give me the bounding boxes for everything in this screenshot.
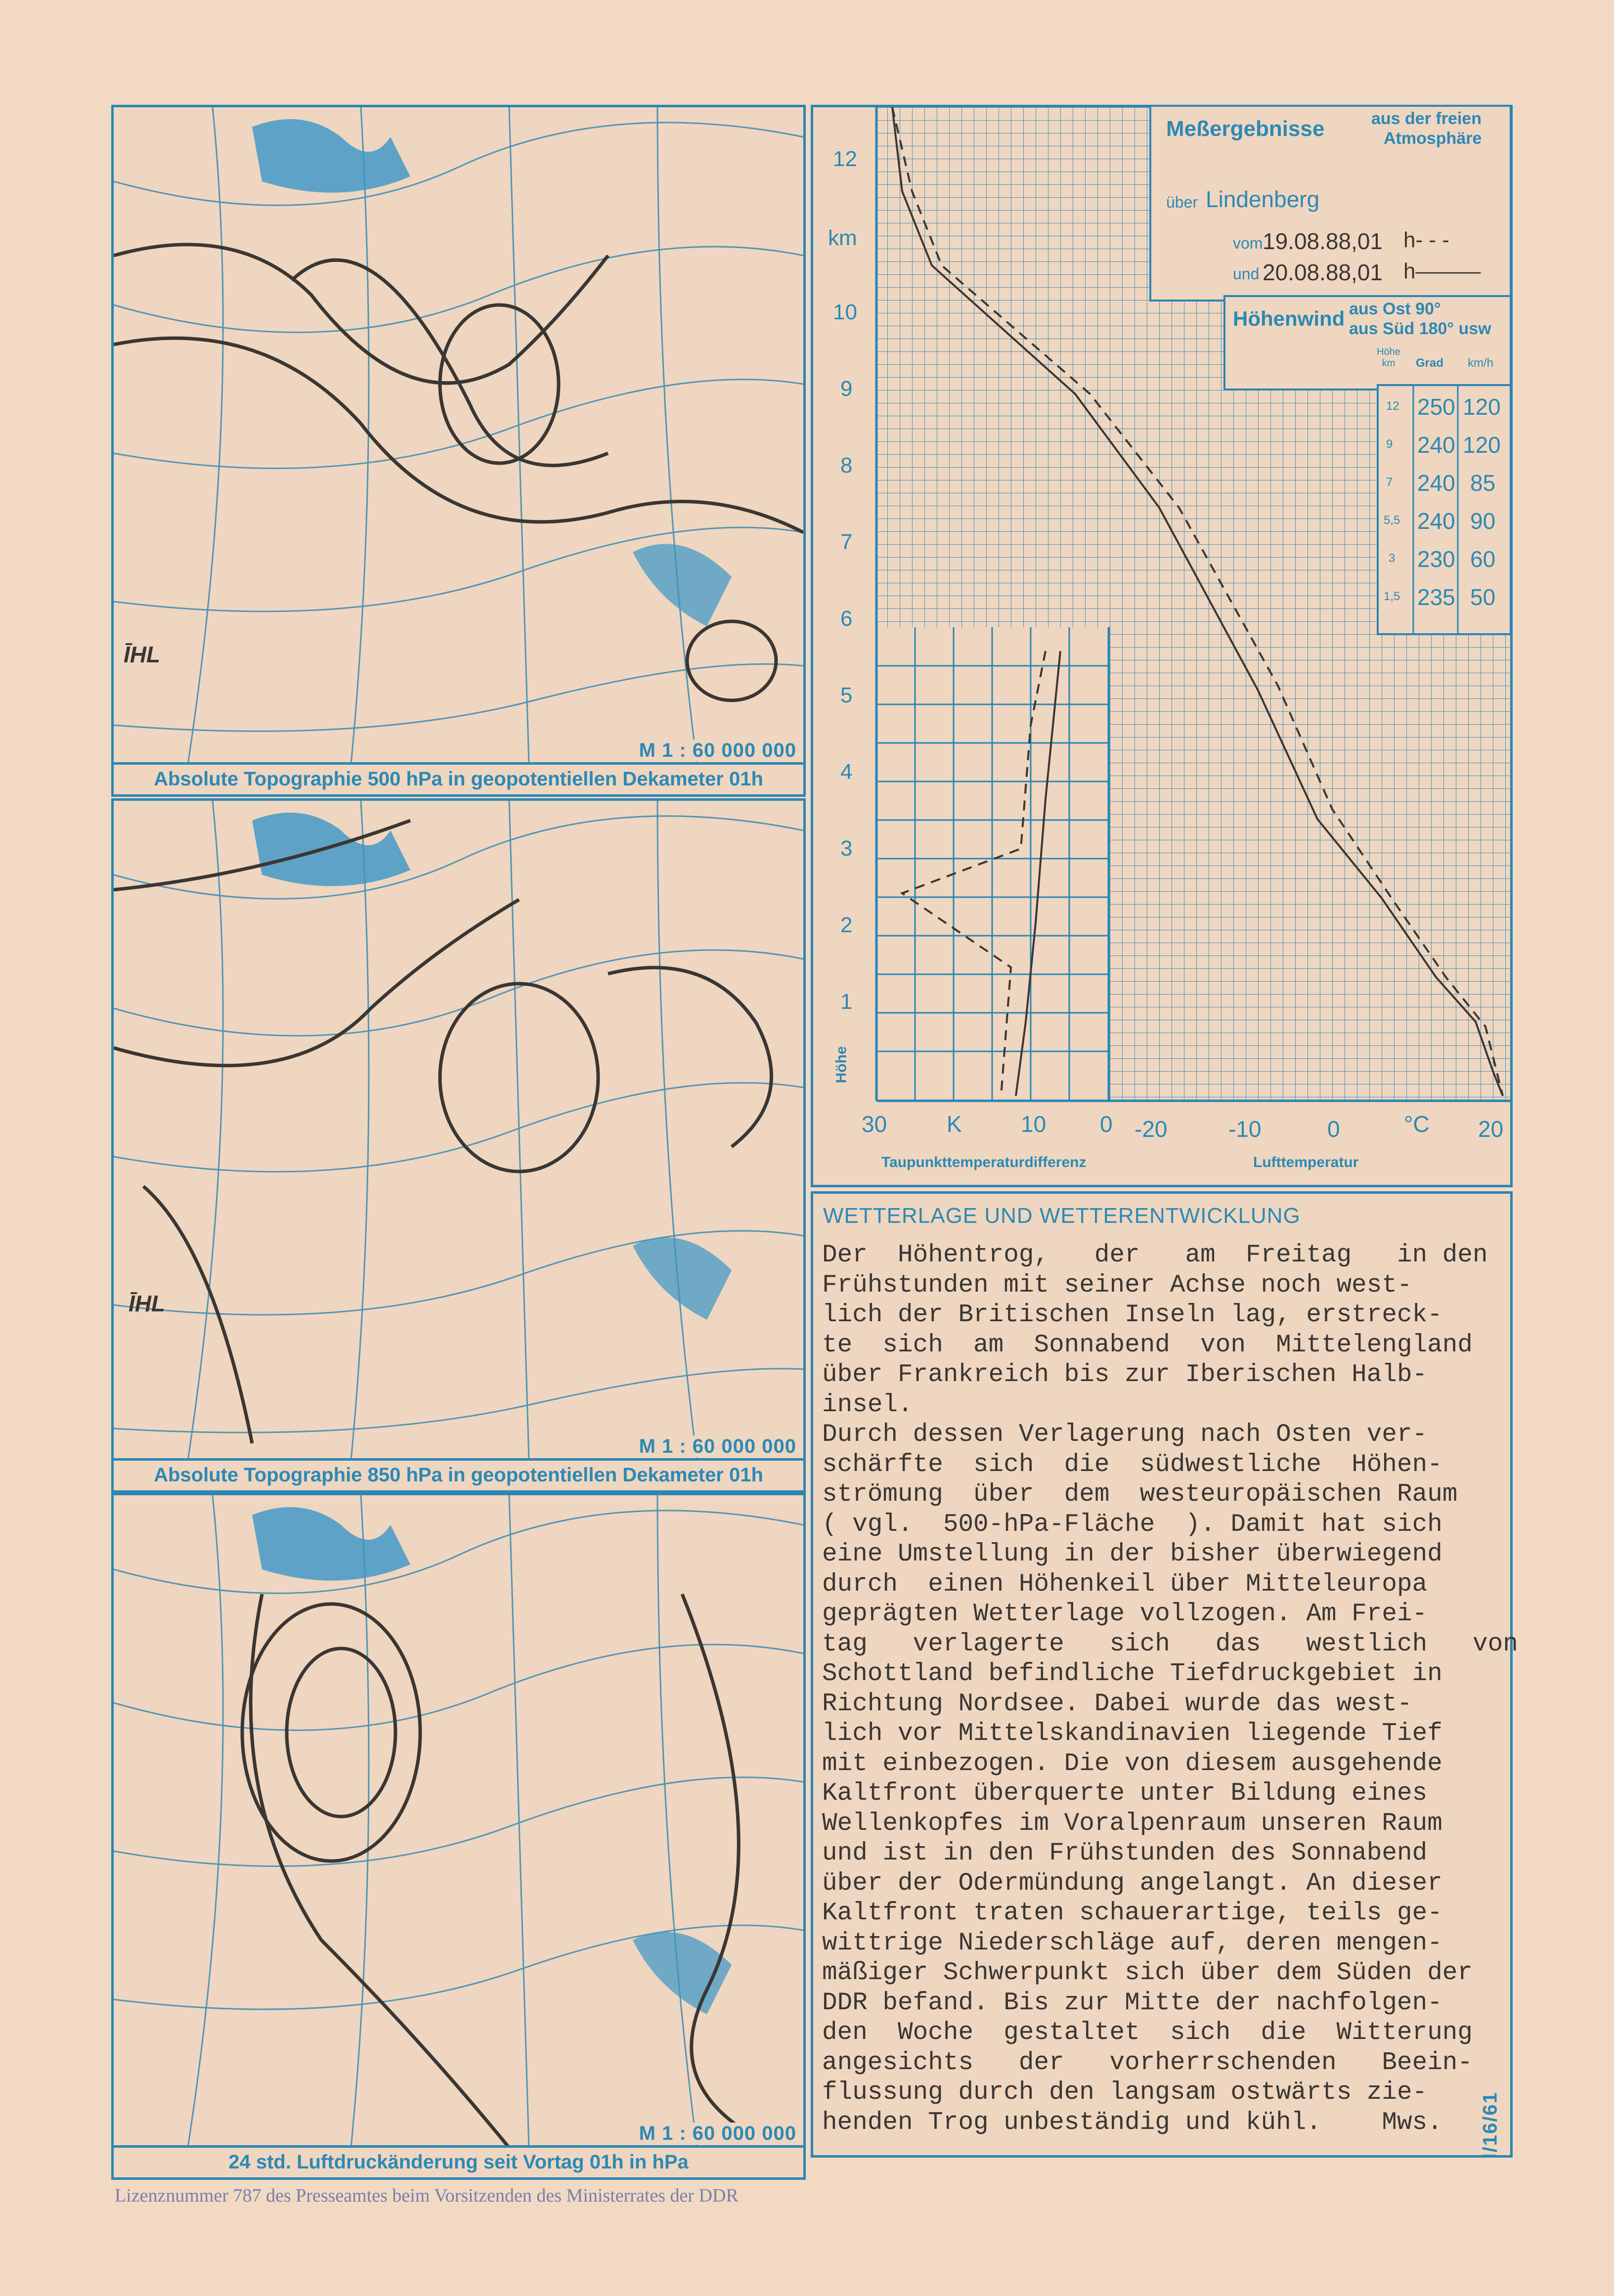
map-500hpa: [111, 105, 806, 797]
legend-date1: 19.08.88,01: [1263, 228, 1383, 254]
wind-col-speed: km/h: [1468, 356, 1494, 370]
wind-south: aus Süd 180° usw: [1349, 319, 1491, 338]
x-tick-m10: -10: [1228, 1116, 1262, 1142]
y-tick-6: 6: [840, 606, 853, 631]
map1-code: ĪHL: [124, 642, 161, 667]
wind-row-speed: 85: [1470, 470, 1496, 496]
text-line: mit einbezogen. Die von diesem ausgehende: [822, 1749, 1442, 1778]
map1-caption: Absolute Topographie 500 hPa in geopotentiellen Dekameter 01h: [114, 762, 803, 794]
map2-scale: M 1 : 60 000 000: [636, 1435, 799, 1458]
wind-row-dir: 240: [1417, 470, 1455, 496]
text-line: Schottland befindliche Tiefdruckgebiet in: [822, 1660, 1442, 1688]
text-line: angesichts der vorherrschenden Beein-: [822, 2048, 1473, 2077]
y-tick-1: 1: [840, 990, 853, 1014]
xlabel-temperature: Lufttemperatur: [1253, 1154, 1359, 1170]
y-tick-2: 2: [840, 913, 853, 937]
x-tick-10: 10: [1021, 1111, 1047, 1137]
map2-code: ĪHL: [129, 1291, 166, 1316]
legend-date2-suffix: h———: [1403, 259, 1481, 283]
text-line: Kaltfront traten schauerartige, teils ge-: [822, 1899, 1442, 1927]
wind-col-dir: Grad: [1416, 356, 1444, 370]
hoehe-label: Höhe: [833, 1046, 850, 1083]
legend-title-right-1: aus der freien: [1371, 109, 1482, 128]
text-line: durch einen Höhenkeil über Mitteleuropa: [822, 1570, 1428, 1599]
x-tick-degc: °C: [1404, 1111, 1430, 1137]
wind-row-dir: 240: [1417, 508, 1455, 534]
map3-scale: M 1 : 60 000 000: [636, 2123, 799, 2145]
sounding-legend: [1149, 105, 1512, 302]
sounding-chart: [811, 105, 1513, 1187]
y-tick-8: 8: [840, 453, 853, 477]
y-tick-7: 7: [840, 530, 853, 554]
text-line: DDR befand. Bis zur Mitte der nachfolgen-: [822, 1989, 1442, 2017]
wind-row-dir: 240: [1417, 432, 1455, 458]
text-line: henden Trog unbeständig und kühl. Mws.: [822, 2108, 1442, 2137]
y-tick-12: 12: [833, 147, 857, 171]
text-line: Durch dessen Verlagerung nach Osten ver-: [822, 1421, 1428, 1449]
wind-row-speed: 50: [1470, 584, 1496, 610]
text-line: Der Höhentrog, der am Freitag in den: [822, 1241, 1488, 1269]
text-line: Frühstunden mit seiner Achse noch west-: [822, 1271, 1412, 1300]
wind-rows: [1377, 384, 1512, 635]
license-line: Lizenznummer 787 des Presseamtes beim Vorsitzenden des Ministerrates der DDR: [115, 2185, 739, 2206]
wind-east: aus Ost 90°: [1349, 300, 1441, 318]
x-tick-k: K: [947, 1111, 962, 1137]
text-line: über Frankreich bis zur Iberischen Halb-: [822, 1361, 1428, 1389]
wind-row-speed: 120: [1463, 432, 1501, 458]
map1-scale: M 1 : 60 000 000: [636, 739, 799, 762]
km-label: km: [828, 226, 857, 250]
text-line: und ist in den Frühstunden des Sonnabend: [822, 1839, 1428, 1867]
wind-row-height: 3: [1389, 552, 1396, 565]
map3-caption: 24 std. Luftdruckänderung seit Vortag 01h in hPa: [114, 2145, 803, 2177]
side-code-text: I/16/61: [1479, 2091, 1501, 2159]
wind-row-height: 5,5: [1384, 514, 1400, 527]
legend-date2-prefix: und: [1233, 265, 1260, 283]
wind-row-speed: 120: [1463, 394, 1501, 420]
wind-row-height: 1,5: [1384, 590, 1400, 603]
legend-date1-suffix: h- - -: [1403, 228, 1449, 252]
x-tick-30: 30: [862, 1111, 887, 1137]
x-tick-0: 0: [1100, 1111, 1113, 1137]
legend-title: Meßergebnisse: [1166, 117, 1325, 141]
wind-row-dir: 250: [1417, 394, 1455, 420]
wind-row-height: 9: [1386, 437, 1393, 451]
map2-caption: Absolute Topographie 850 hPa in geopotentiellen Dekameter 01h: [114, 1458, 803, 1490]
x-tick-m20: -20: [1134, 1116, 1168, 1142]
text-line: lich der Britischen Inseln lag, erstreck-: [822, 1301, 1442, 1329]
map-850hpa: [111, 798, 806, 1493]
x-tick-c0: 0: [1327, 1116, 1340, 1142]
wind-table: [1223, 295, 1512, 390]
text-line: te sich am Sonnabend von Mittelengland: [822, 1331, 1473, 1359]
y-tick-3: 3: [840, 836, 853, 861]
map-pressure-change: [111, 1493, 806, 2180]
side-code: [1476, 2064, 1505, 2163]
text-line: lich vor Mittelskandinavien liegende Tief: [822, 1720, 1442, 1748]
y-tick-10: 10: [833, 300, 857, 324]
text-line: Wellenkopfes im Voralpenraum unseren Raum: [822, 1809, 1442, 1838]
wind-row-height: 12: [1386, 399, 1399, 413]
text-line: tag verlagerte sich das westlich von: [822, 1630, 1518, 1658]
legend-date1-prefix: vom: [1233, 234, 1263, 252]
legend-location-prefix: über: [1166, 193, 1198, 211]
weather-text-panel: [811, 1191, 1518, 2159]
wind-row-dir: 230: [1417, 546, 1455, 572]
text-line: Richtung Nordsee. Dabei wurde das west-: [822, 1690, 1412, 1718]
text-line: strömung über dem westeuropäischen Raum: [822, 1480, 1458, 1509]
map-850hpa-drawing: [114, 801, 803, 1461]
text-line: über der Odermündung angelangt. An dieser: [822, 1869, 1442, 1898]
text-line: geprägten Wetterlage vollzogen. Am Frei-: [822, 1600, 1428, 1628]
text-line: eine Umstellung in der bisher überwiegend: [822, 1540, 1442, 1568]
map-500hpa-drawing: [114, 107, 803, 765]
legend-title-right-2: Atmosphäre: [1384, 129, 1482, 148]
text-line: Kaltfront überquerte unter Bildung eines: [822, 1779, 1428, 1808]
text-line: insel.: [822, 1390, 913, 1419]
x-tick-20: 20: [1478, 1116, 1504, 1142]
text-line: schärfte sich die südwestliche Höhen-: [822, 1450, 1442, 1479]
text-line: den Woche gestaltet sich die Witterung: [822, 2019, 1473, 2047]
wind-row-speed: 90: [1470, 508, 1496, 534]
text-line: mäßiger Schwerpunkt sich über dem Süden der: [822, 1959, 1473, 1987]
text-line: flussung durch den langsam ostwärts zie-: [822, 2079, 1428, 2107]
y-tick-9: 9: [840, 377, 853, 401]
y-tick-5: 5: [840, 683, 853, 707]
wind-row-speed: 60: [1470, 546, 1496, 572]
map-pressure-change-drawing: [114, 1495, 803, 2148]
weather-text-title: WETTERLAGE UND WETTERENTWICKLUNG: [823, 1204, 1301, 1228]
wind-title: Höhenwind: [1233, 307, 1345, 330]
text-line: wittrige Niederschläge auf, deren mengen-: [822, 1929, 1442, 1957]
y-tick-4: 4: [840, 760, 853, 784]
wind-col-height: Höhe km: [1377, 347, 1400, 369]
legend-date2: 20.08.88,01: [1263, 260, 1383, 285]
wind-row-dir: 235: [1417, 584, 1455, 610]
wind-row-height: 7: [1386, 476, 1393, 489]
xlabel-dewpoint: Taupunkttemperaturdifferenz: [881, 1154, 1087, 1170]
text-line: ( vgl. 500-hPa-Fläche ). Damit hat sich: [822, 1510, 1442, 1539]
legend-location: Lindenberg: [1206, 186, 1320, 212]
